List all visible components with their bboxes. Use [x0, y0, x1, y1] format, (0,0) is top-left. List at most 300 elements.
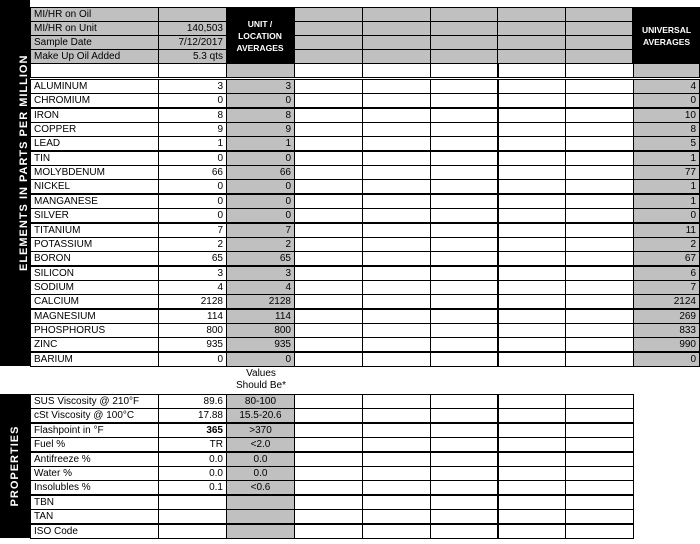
element-name: NICKEL	[30, 179, 159, 194]
element-history-cell	[362, 223, 431, 238]
property-history-cell	[362, 408, 431, 423]
property-history-cell	[565, 452, 634, 467]
header-info-extra-cell	[565, 35, 633, 50]
property-should-be: >370	[226, 423, 295, 438]
property-history-cell	[430, 509, 499, 524]
element-history-cell	[294, 194, 363, 209]
element-history-cell	[497, 280, 566, 295]
element-universal-average: 2124	[633, 294, 700, 309]
property-value: TR	[158, 437, 227, 452]
element-history-cell	[565, 122, 634, 137]
element-history-cell	[294, 337, 363, 352]
element-history-cell	[362, 237, 431, 252]
property-history-cell	[565, 495, 634, 510]
element-history-cell	[362, 151, 431, 166]
element-history-cell	[565, 223, 634, 238]
element-history-cell	[362, 93, 431, 108]
property-history-cell	[294, 524, 363, 539]
elements-section-label: ELEMENTS IN PARTS PER MILLION	[18, 54, 30, 271]
property-history-cell	[430, 437, 499, 452]
property-history-cell	[565, 437, 634, 452]
element-name: COPPER	[30, 122, 159, 137]
property-history-cell	[430, 423, 499, 438]
element-universal-average: 0	[633, 93, 700, 108]
properties-section-label: PROPERTIES	[9, 425, 21, 507]
property-history-cell	[430, 495, 499, 510]
element-universal-average: 4	[633, 79, 700, 94]
property-value: 0.1	[158, 480, 227, 495]
property-history-cell	[294, 423, 363, 438]
property-history-cell	[294, 466, 363, 481]
element-unit-average: 3	[226, 79, 295, 94]
element-value: 4	[158, 280, 227, 295]
element-unit-average: 2	[226, 237, 295, 252]
property-history-cell	[362, 524, 431, 539]
element-history-cell	[497, 122, 566, 137]
element-history-cell	[497, 93, 566, 108]
property-history-cell	[294, 437, 363, 452]
header-info-value	[158, 7, 227, 22]
element-universal-average: 1	[633, 194, 700, 209]
element-name: MANGANESE	[30, 194, 159, 209]
property-should-be	[226, 495, 295, 510]
element-history-cell	[294, 208, 363, 223]
element-unit-average: 3	[226, 266, 295, 281]
property-history-cell	[362, 509, 431, 524]
header-info-extra-cell	[497, 35, 566, 50]
element-history-cell	[294, 309, 363, 324]
header-info-extra-cell	[294, 35, 363, 50]
element-universal-average: 77	[633, 165, 700, 180]
property-value: 0.0	[158, 452, 227, 467]
element-history-cell	[565, 93, 634, 108]
element-history-cell	[497, 165, 566, 180]
element-history-cell	[430, 309, 499, 324]
element-history-cell	[565, 151, 634, 166]
property-history-cell	[497, 509, 566, 524]
element-history-cell	[294, 266, 363, 281]
element-history-cell	[430, 108, 499, 123]
property-value	[158, 524, 227, 539]
header-info-extra-cell	[430, 49, 499, 64]
header-info-extra-cell	[565, 7, 633, 22]
element-universal-average: 8	[633, 122, 700, 137]
element-history-cell	[430, 251, 499, 266]
element-history-cell	[430, 93, 499, 108]
element-unit-average: 0	[226, 179, 295, 194]
element-history-cell	[294, 122, 363, 137]
property-should-be: 0.0	[226, 452, 295, 467]
property-history-cell	[362, 423, 431, 438]
header-info-extra-cell	[362, 35, 431, 50]
element-universal-average: 10	[633, 108, 700, 123]
element-unit-average: 800	[226, 323, 295, 338]
property-history-cell	[294, 495, 363, 510]
element-history-cell	[294, 280, 363, 295]
element-name: SILVER	[30, 208, 159, 223]
header-info-extra-cell	[362, 7, 431, 22]
property-name: ISO Code	[30, 524, 159, 539]
element-history-cell	[565, 280, 634, 295]
property-name: cSt Viscosity @ 100°C	[30, 408, 159, 423]
element-history-cell	[430, 179, 499, 194]
element-name: SODIUM	[30, 280, 159, 295]
element-history-cell	[497, 323, 566, 338]
element-history-cell	[362, 136, 431, 151]
property-value: 17.88	[158, 408, 227, 423]
property-should-be: 15.5-20.6	[226, 408, 295, 423]
element-unit-average: 0	[226, 194, 295, 209]
element-history-cell	[294, 352, 363, 367]
element-history-cell	[362, 79, 431, 94]
element-history-cell	[430, 323, 499, 338]
values-should-be-label: Values Should Be*	[235, 368, 287, 391]
header-info-extra-cell	[294, 21, 363, 36]
element-universal-average: 67	[633, 251, 700, 266]
spacer-cell	[226, 63, 295, 78]
element-history-cell	[294, 136, 363, 151]
element-universal-average: 2	[633, 237, 700, 252]
element-universal-average: 1	[633, 179, 700, 194]
element-history-cell	[362, 352, 431, 367]
element-value: 935	[158, 337, 227, 352]
element-value: 2128	[158, 294, 227, 309]
header-info-extra-cell	[362, 21, 431, 36]
element-universal-average: 833	[633, 323, 700, 338]
element-history-cell	[497, 194, 566, 209]
element-history-cell	[430, 266, 499, 281]
header-info-extra-cell	[430, 35, 499, 50]
element-history-cell	[294, 323, 363, 338]
element-name: POTASSIUM	[30, 237, 159, 252]
element-history-cell	[362, 108, 431, 123]
element-name: TITANIUM	[30, 223, 159, 238]
property-history-cell	[565, 524, 634, 539]
property-should-be: 80-100	[226, 394, 295, 409]
element-history-cell	[497, 237, 566, 252]
property-history-cell	[430, 480, 499, 495]
property-history-cell	[294, 480, 363, 495]
element-name: IRON	[30, 108, 159, 123]
element-history-cell	[294, 251, 363, 266]
element-history-cell	[430, 208, 499, 223]
property-history-cell	[497, 524, 566, 539]
element-unit-average: 0	[226, 93, 295, 108]
element-name: PHOSPHORUS	[30, 323, 159, 338]
property-value: 89.6	[158, 394, 227, 409]
property-value: 365	[158, 423, 227, 438]
element-history-cell	[294, 294, 363, 309]
header-info-extra-cell	[430, 21, 499, 36]
element-universal-average: 0	[633, 208, 700, 223]
element-history-cell	[565, 323, 634, 338]
property-name: Flashpoint in °F	[30, 423, 159, 438]
element-universal-average: 6	[633, 266, 700, 281]
element-unit-average: 7	[226, 223, 295, 238]
element-universal-average: 5	[633, 136, 700, 151]
element-unit-average: 4	[226, 280, 295, 295]
element-history-cell	[430, 223, 499, 238]
header-info-label: MI/HR on Oil	[30, 7, 159, 22]
element-history-cell	[430, 165, 499, 180]
element-history-cell	[430, 79, 499, 94]
header-info-extra-cell	[565, 21, 633, 36]
element-history-cell	[430, 122, 499, 137]
element-history-cell	[430, 194, 499, 209]
element-value: 1	[158, 136, 227, 151]
element-history-cell	[430, 280, 499, 295]
element-history-cell	[362, 179, 431, 194]
element-history-cell	[565, 208, 634, 223]
element-history-cell	[362, 294, 431, 309]
element-universal-average: 1	[633, 151, 700, 166]
property-history-cell	[294, 394, 363, 409]
property-history-cell	[565, 480, 634, 495]
element-value: 9	[158, 122, 227, 137]
property-history-cell	[430, 408, 499, 423]
property-history-cell	[430, 452, 499, 467]
element-unit-average: 0	[226, 151, 295, 166]
header-info-label: Sample Date	[30, 35, 159, 50]
property-history-cell	[565, 423, 634, 438]
property-history-cell	[430, 524, 499, 539]
unit-location-averages-header: UNIT / LOCATION AVERAGES	[226, 7, 294, 64]
element-value: 0	[158, 93, 227, 108]
element-unit-average: 66	[226, 165, 295, 180]
element-history-cell	[430, 337, 499, 352]
property-history-cell	[565, 509, 634, 524]
element-value: 66	[158, 165, 227, 180]
header-info-label: MI/HR on Unit	[30, 21, 159, 36]
header-info-extra-cell	[565, 49, 633, 64]
header-info-value: 5.3 qts	[158, 49, 227, 64]
header-info-extra-cell	[497, 49, 566, 64]
element-name: MAGNESIUM	[30, 309, 159, 324]
element-value: 3	[158, 266, 227, 281]
element-universal-average: 269	[633, 309, 700, 324]
property-history-cell	[497, 394, 566, 409]
property-should-be: 0.0	[226, 466, 295, 481]
property-should-be	[226, 524, 295, 539]
element-unit-average: 65	[226, 251, 295, 266]
element-unit-average: 2128	[226, 294, 295, 309]
element-history-cell	[294, 165, 363, 180]
element-name: LEAD	[30, 136, 159, 151]
element-history-cell	[430, 237, 499, 252]
property-history-cell	[565, 408, 634, 423]
element-value: 65	[158, 251, 227, 266]
element-history-cell	[362, 337, 431, 352]
element-value: 0	[158, 194, 227, 209]
element-history-cell	[497, 266, 566, 281]
element-universal-average: 990	[633, 337, 700, 352]
property-name: Insolubles %	[30, 480, 159, 495]
element-history-cell	[565, 237, 634, 252]
element-value: 7	[158, 223, 227, 238]
element-unit-average: 8	[226, 108, 295, 123]
element-history-cell	[565, 194, 634, 209]
header-info-extra-cell	[430, 7, 499, 22]
property-history-cell	[497, 437, 566, 452]
element-history-cell	[497, 108, 566, 123]
element-history-cell	[497, 179, 566, 194]
element-name: CALCIUM	[30, 294, 159, 309]
header-info-extra-cell	[362, 49, 431, 64]
element-history-cell	[497, 309, 566, 324]
element-value: 3	[158, 79, 227, 94]
property-name: SUS Viscosity @ 210°F	[30, 394, 159, 409]
element-unit-average: 935	[226, 337, 295, 352]
element-value: 800	[158, 323, 227, 338]
header-info-extra-cell	[497, 21, 566, 36]
spacer-cell	[362, 63, 431, 78]
element-value: 114	[158, 309, 227, 324]
property-should-be: <2.0	[226, 437, 295, 452]
element-history-cell	[362, 323, 431, 338]
element-unit-average: 0	[226, 352, 295, 367]
header-info-extra-cell	[294, 7, 363, 22]
element-history-cell	[430, 151, 499, 166]
property-history-cell	[565, 394, 634, 409]
spacer-cell	[158, 63, 227, 78]
element-history-cell	[362, 266, 431, 281]
element-name: TIN	[30, 151, 159, 166]
spacer-cell	[633, 63, 700, 78]
element-history-cell	[497, 251, 566, 266]
property-value	[158, 509, 227, 524]
element-name: ZINC	[30, 337, 159, 352]
element-history-cell	[565, 251, 634, 266]
element-unit-average: 1	[226, 136, 295, 151]
element-history-cell	[362, 251, 431, 266]
element-universal-average: 11	[633, 223, 700, 238]
property-history-cell	[430, 394, 499, 409]
spacer-cell	[565, 63, 634, 78]
property-history-cell	[294, 509, 363, 524]
property-value	[158, 495, 227, 510]
element-history-cell	[565, 179, 634, 194]
element-value: 0	[158, 352, 227, 367]
element-value: 8	[158, 108, 227, 123]
spacer-cell	[294, 63, 363, 78]
spacer-cell	[430, 63, 499, 78]
element-name: BORON	[30, 251, 159, 266]
property-history-cell	[497, 495, 566, 510]
element-history-cell	[294, 93, 363, 108]
element-history-cell	[294, 151, 363, 166]
element-history-cell	[294, 179, 363, 194]
property-history-cell	[497, 466, 566, 481]
property-history-cell	[497, 423, 566, 438]
property-history-cell	[497, 408, 566, 423]
property-should-be: <0.6	[226, 480, 295, 495]
header-info-value: 7/12/2017	[158, 35, 227, 50]
element-history-cell	[430, 294, 499, 309]
element-value: 0	[158, 208, 227, 223]
property-history-cell	[362, 466, 431, 481]
element-history-cell	[294, 223, 363, 238]
element-history-cell	[565, 294, 634, 309]
element-history-cell	[497, 294, 566, 309]
element-history-cell	[294, 79, 363, 94]
property-history-cell	[362, 480, 431, 495]
element-history-cell	[362, 165, 431, 180]
header-info-extra-cell	[497, 7, 566, 22]
element-unit-average: 9	[226, 122, 295, 137]
property-history-cell	[362, 437, 431, 452]
element-history-cell	[430, 136, 499, 151]
element-history-cell	[362, 280, 431, 295]
property-history-cell	[362, 394, 431, 409]
element-universal-average: 0	[633, 352, 700, 367]
element-history-cell	[565, 165, 634, 180]
property-history-cell	[565, 466, 634, 481]
element-history-cell	[565, 79, 634, 94]
property-history-cell	[294, 408, 363, 423]
element-value: 0	[158, 179, 227, 194]
property-history-cell	[430, 466, 499, 481]
universal-averages-header: UNIVERSAL AVERAGES	[633, 7, 700, 64]
element-name: SILICON	[30, 266, 159, 281]
element-universal-average: 7	[633, 280, 700, 295]
property-history-cell	[497, 480, 566, 495]
element-history-cell	[430, 352, 499, 367]
element-history-cell	[565, 108, 634, 123]
element-value: 0	[158, 151, 227, 166]
property-name: Water %	[30, 466, 159, 481]
property-history-cell	[294, 452, 363, 467]
property-history-cell	[362, 495, 431, 510]
element-name: CHROMIUM	[30, 93, 159, 108]
element-unit-average: 114	[226, 309, 295, 324]
header-info-extra-cell	[294, 49, 363, 64]
element-history-cell	[565, 266, 634, 281]
element-name: BARIUM	[30, 352, 159, 367]
property-name: Fuel %	[30, 437, 159, 452]
spacer-cell	[30, 63, 159, 78]
element-history-cell	[565, 352, 634, 367]
element-history-cell	[497, 208, 566, 223]
property-history-cell	[362, 452, 431, 467]
property-value: 0.0	[158, 466, 227, 481]
element-history-cell	[497, 79, 566, 94]
property-history-cell	[497, 452, 566, 467]
element-history-cell	[497, 136, 566, 151]
header-info-value: 140,503	[158, 21, 227, 36]
header-info-label: Make Up Oil Added	[30, 49, 159, 64]
element-history-cell	[362, 194, 431, 209]
property-should-be	[226, 509, 295, 524]
element-history-cell	[497, 337, 566, 352]
element-history-cell	[294, 108, 363, 123]
property-name: Antifreeze %	[30, 452, 159, 467]
property-name: TBN	[30, 495, 159, 510]
spacer-cell	[497, 63, 566, 78]
element-history-cell	[362, 309, 431, 324]
element-name: MOLYBDENUM	[30, 165, 159, 180]
element-history-cell	[497, 352, 566, 367]
element-history-cell	[565, 337, 634, 352]
element-history-cell	[294, 237, 363, 252]
element-history-cell	[497, 151, 566, 166]
element-history-cell	[565, 136, 634, 151]
element-history-cell	[565, 309, 634, 324]
element-name: ALUMINUM	[30, 79, 159, 94]
element-history-cell	[362, 208, 431, 223]
element-history-cell	[362, 122, 431, 137]
property-name: TAN	[30, 509, 159, 524]
element-unit-average: 0	[226, 208, 295, 223]
